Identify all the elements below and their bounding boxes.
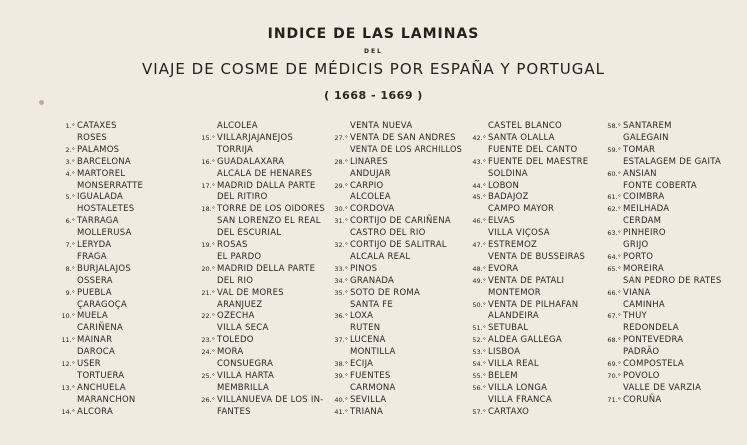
- plate-number: 1.°: [65, 122, 75, 130]
- place-name: VILLANUEVA DE LOS IN-: [217, 394, 324, 405]
- place-name: CARTAXO: [488, 406, 530, 417]
- page-title: INDICE DE LAS LAMINAS: [267, 26, 480, 42]
- place-name: VIANA: [623, 287, 651, 298]
- plate-number: 15.°: [201, 133, 215, 142]
- place-name: ESTALAGEM DE GAITA: [623, 156, 722, 167]
- page-subtitle: VIAJE DE COSME DE MÉDICIS POR ESPAÑA Y PORTUGAL: [142, 60, 605, 78]
- plate-number: 51.°: [472, 324, 486, 333]
- place-name: CASTRO DEL RIO: [350, 228, 426, 239]
- place-name: VILLA SECA: [217, 323, 269, 334]
- paper-speck: [39, 100, 44, 105]
- plate-number: 66.°: [607, 288, 621, 297]
- place-name: FUENTE DEL CANTO: [488, 144, 578, 155]
- plate-number: 5.°: [65, 193, 75, 202]
- plate-number: 7.°: [65, 241, 75, 249]
- plate-number: 33.°: [334, 264, 348, 273]
- place-name: PALAMOS: [77, 144, 120, 155]
- place-name: GRANADA: [350, 275, 395, 286]
- place-name: VENTA DE SAN ANDRES: [350, 132, 456, 143]
- place-name: VENTA DE PATALI: [488, 275, 565, 286]
- place-name: PADRÃO: [623, 347, 660, 358]
- place-name: GRIJO: [623, 240, 649, 250]
- place-name: DAROCA: [77, 347, 116, 358]
- place-name: VENTA NUEVA: [350, 121, 413, 131]
- place-name: PINOS: [350, 263, 378, 274]
- plate-number: 47.°: [472, 241, 486, 249]
- place-name: TARRAGA: [77, 216, 119, 227]
- place-name: REDONDELA: [623, 323, 679, 334]
- place-name: ROSAS: [217, 240, 248, 250]
- place-name: IGUALADA: [77, 192, 124, 203]
- place-name: MADRID DALLA PARTE: [217, 180, 316, 191]
- place-name: USER: [77, 359, 101, 369]
- place-name: MARANCHON: [77, 394, 136, 405]
- plate-number: 19.°: [201, 241, 215, 249]
- place-name: SOTO DE ROMA: [350, 287, 421, 298]
- place-name: CAMPO MAYOR: [488, 204, 555, 215]
- plate-number: 29.°: [334, 181, 348, 190]
- place-name: ALDEA GALLEGA: [488, 335, 562, 346]
- plate-number: 64.°: [607, 252, 621, 261]
- place-name: FUENTES: [350, 370, 391, 381]
- plate-number: 41.°: [334, 407, 348, 416]
- plate-number: 14.°: [61, 407, 75, 416]
- place-name: OSSERA: [77, 275, 113, 286]
- plate-number: 68.°: [607, 336, 621, 345]
- place-name: FUENTE DEL MAESTRE: [488, 156, 589, 167]
- place-name: ANSIAN: [623, 168, 657, 179]
- plate-number: 44.°: [472, 181, 486, 190]
- plate-number: 42.°: [472, 133, 486, 142]
- place-name: PONTEVEDRA: [623, 335, 684, 346]
- plate-number: 69.°: [607, 360, 621, 368]
- place-name: LERYDA: [77, 240, 112, 250]
- date-range: ( 1668 - 1669 ): [324, 89, 423, 102]
- place-name: LISBOA: [488, 347, 521, 358]
- plate-number: 36.°: [334, 312, 348, 321]
- place-name: CORTIJO DE SALITRAL: [350, 240, 447, 250]
- place-name: CORUÑA: [623, 394, 662, 405]
- place-name: ESTREMOZ: [488, 240, 538, 250]
- plate-number: 6.°: [65, 217, 75, 226]
- plate-number: 3.°: [65, 157, 75, 166]
- place-name: SEVILLA: [350, 394, 387, 405]
- place-name: ALCALA REAL: [350, 251, 411, 262]
- place-name: PUEBLA: [77, 287, 112, 298]
- place-name: VENTA DE LOS ARCHILLOS: [350, 144, 463, 155]
- place-name: VILLA REAL: [488, 359, 539, 369]
- plate-number: 20.°: [201, 264, 215, 273]
- plate-number: 58.°: [607, 122, 621, 130]
- plate-number: 22.°: [201, 312, 215, 321]
- place-name: LUCENA: [350, 335, 386, 346]
- plate-number: 39.°: [334, 371, 348, 380]
- place-name: OZECHA: [217, 311, 255, 322]
- place-name: MONSERRATTE: [77, 180, 144, 191]
- place-name: MONTEMOR: [488, 287, 541, 298]
- plate-number: 65.°: [607, 264, 621, 273]
- place-name: SANTAREM: [623, 121, 672, 131]
- place-name: HOSTALETES: [77, 204, 135, 215]
- plate-number: 13.°: [61, 383, 75, 392]
- place-name: ALANDEIRA: [488, 311, 539, 322]
- place-name: CARIÑENA: [77, 323, 124, 334]
- place-name: SETUBAL: [488, 323, 529, 334]
- plate-number: 67.°: [607, 312, 621, 321]
- place-name: MUELA: [77, 311, 108, 322]
- plate-number: 63.°: [607, 229, 621, 238]
- place-name: MARTOREL: [77, 168, 126, 179]
- plate-number: 31.°: [334, 217, 348, 226]
- place-name: COMPOSTELA: [623, 359, 684, 369]
- place-name: DEL ESCURIAL: [217, 228, 282, 239]
- plate-number: 32.°: [334, 241, 348, 249]
- place-name: CORTIJO DE CARIÑENA: [350, 216, 451, 227]
- plate-number: 25.°: [201, 371, 215, 380]
- place-name: LOXA: [350, 311, 374, 322]
- plate-number: 17.°: [201, 181, 215, 190]
- plate-number: 61.°: [607, 193, 621, 202]
- plate-number: 46.°: [472, 217, 486, 226]
- place-name: THUY: [623, 311, 647, 322]
- place-name: EL PARDO: [217, 251, 262, 262]
- place-name: ARANJUEZ: [217, 299, 263, 310]
- plate-number: 40.°: [334, 395, 348, 404]
- plate-number: 2.°: [65, 145, 75, 154]
- place-name: MORA: [217, 347, 244, 358]
- place-name: TRIANA: [350, 406, 384, 417]
- place-name: ROSES: [77, 132, 108, 143]
- place-name: LINARES: [350, 156, 388, 167]
- place-name: FRAGA: [77, 251, 107, 262]
- place-name: LOBON: [488, 180, 520, 191]
- plate-number: 37.°: [334, 336, 348, 345]
- plate-number: 70.°: [607, 371, 621, 380]
- place-name: ELVAS: [488, 216, 515, 227]
- plate-number: 62.°: [607, 205, 621, 214]
- place-name: VILLA FRANCA: [488, 394, 552, 405]
- plate-number: 24.°: [201, 348, 215, 357]
- place-name: TORTUERA: [77, 370, 125, 381]
- place-name: CERDAM: [623, 216, 662, 227]
- place-name: ANDUJAR: [350, 168, 391, 179]
- plate-number: 12.°: [61, 360, 75, 368]
- plate-number: 59.°: [607, 145, 621, 154]
- place-name: VILLARJAJANEJOS: [217, 132, 294, 143]
- plate-number: 56.°: [472, 383, 486, 392]
- place-name: VILLA LONGA: [488, 382, 548, 393]
- place-name: TORRIJA: [217, 144, 254, 155]
- place-name: SAN LORENZO EL REAL: [217, 216, 321, 227]
- place-name: TOMAR: [623, 144, 656, 155]
- place-name: SAN PEDRO DE RATES: [623, 275, 722, 286]
- place-name: BELEM: [488, 370, 518, 381]
- plate-number: 45.°: [472, 193, 486, 202]
- place-name: MADRID DELLA PARTE: [217, 263, 316, 274]
- plate-number: 35.°: [334, 288, 348, 297]
- place-name: MEMBRILLA: [217, 382, 270, 393]
- plate-number: 9.°: [65, 288, 75, 297]
- place-name: DEL RIO: [217, 275, 254, 286]
- place-name: CARMONA: [350, 382, 396, 393]
- place-name: MAINAR: [77, 335, 113, 346]
- plate-number: 26.°: [201, 395, 215, 404]
- place-name: CASTEL BLANCO: [488, 121, 562, 131]
- place-name: VAL DE MORES: [217, 287, 284, 298]
- plate-number: 18.°: [201, 205, 215, 214]
- plate-number: 30.°: [334, 205, 348, 214]
- plate-number: 4.°: [65, 169, 75, 178]
- place-name: COIMBRA: [623, 192, 665, 203]
- place-name: PINHEIRO: [623, 228, 666, 239]
- plate-number: 57.°: [472, 407, 486, 416]
- place-name: VENTA DE BUSSEIRAS: [488, 251, 586, 262]
- place-name: DEL RITIRO: [217, 192, 268, 203]
- place-name: BARCELONA: [77, 156, 131, 167]
- plate-number: 34.°: [334, 276, 348, 285]
- plate-number: 43.°: [472, 157, 486, 166]
- plate-number: 53.°: [472, 348, 486, 357]
- place-name: ANCHUELA: [77, 382, 126, 393]
- place-name: ÇARAGOÇA: [77, 299, 128, 310]
- place-name: PORTO: [623, 251, 654, 262]
- place-name: GUADALAXARA: [217, 156, 285, 167]
- place-name: VENTA DE PILHAFAN: [488, 299, 579, 310]
- plate-number: 8.°: [65, 264, 75, 273]
- place-name: TOLEDO: [217, 335, 254, 346]
- place-name: SANTA FE: [350, 299, 394, 310]
- plate-number: 16.°: [201, 157, 215, 166]
- plate-number: 52.°: [472, 336, 486, 345]
- place-name: FONTE COBERTA: [623, 180, 697, 191]
- plate-number: 54.°: [472, 360, 486, 368]
- plate-number: 23.°: [201, 336, 215, 345]
- plate-number: 48.°: [472, 264, 486, 273]
- place-name: BURJALAJOS: [77, 263, 131, 274]
- place-name: MONTILLA: [350, 347, 396, 358]
- place-name: ECIJA: [350, 359, 374, 369]
- place-name: MOLLERUSA: [77, 228, 132, 239]
- place-name: VILLA HARTA: [217, 370, 275, 381]
- place-name: ALCALA DE HENARES: [217, 168, 313, 179]
- plate-number: 27.°: [334, 133, 348, 142]
- place-name: VALLE DE VARZIA: [623, 382, 702, 393]
- place-name: EVORA: [488, 263, 519, 274]
- place-name: SANTA OLALLA: [488, 132, 555, 143]
- place-name: BADAJOZ: [488, 192, 529, 203]
- place-name: MOREIRA: [623, 263, 664, 274]
- plate-number: 49.°: [472, 276, 486, 285]
- place-name: CATAXES: [77, 121, 117, 131]
- plate-number: 60.°: [607, 169, 621, 178]
- plate-number: 10.°: [61, 312, 75, 321]
- place-name: ALCORA: [77, 406, 114, 417]
- place-name: CORDOVA: [350, 204, 395, 215]
- title-connector: DEL: [364, 48, 383, 55]
- place-name: SOLDINA: [488, 168, 528, 179]
- place-name: TORRE DE LOS OIDORES: [217, 204, 325, 215]
- place-name: ALCOLEA: [350, 192, 391, 203]
- plate-number: 28.°: [334, 157, 348, 166]
- place-name: CARPIO: [350, 180, 384, 191]
- place-name: GALEGAIN: [623, 132, 669, 143]
- plate-number: 11.°: [61, 336, 75, 345]
- place-name: VILLA VIÇOSA: [488, 228, 550, 239]
- place-name: RUTEN: [350, 323, 381, 334]
- place-name: CONSUEGRA: [217, 359, 274, 369]
- plate-number: 21.°: [201, 288, 215, 297]
- plate-number: 71.°: [607, 395, 621, 404]
- plate-number: 50.°: [472, 300, 486, 309]
- place-name: ALCOLEA: [217, 121, 258, 131]
- plate-number: 55.°: [472, 371, 486, 380]
- place-name: POVOLO: [623, 370, 660, 381]
- place-name: FANTES: [217, 406, 251, 417]
- place-name: MEILHADA: [623, 204, 670, 215]
- plate-number: 38.°: [334, 360, 348, 368]
- place-name: CAMINHA: [623, 299, 665, 310]
